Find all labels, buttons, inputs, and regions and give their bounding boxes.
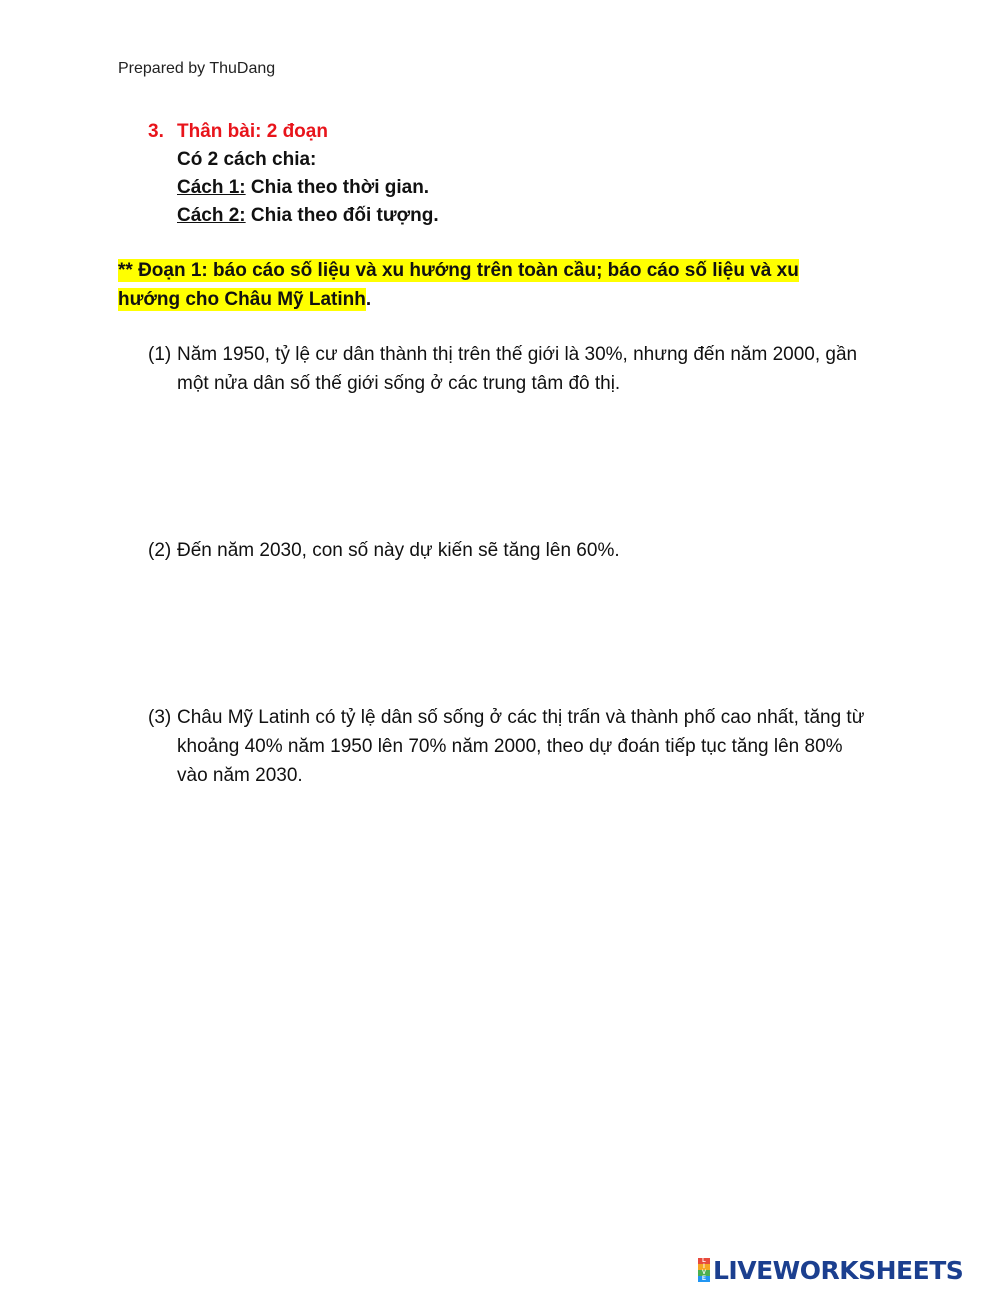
- logo-letter: L: [698, 1258, 710, 1264]
- list-item: [148, 536, 868, 565]
- section-number: 3.: [148, 121, 164, 142]
- item-text: Năm 1950, tỷ lệ cư dân thành thị trên thế giới là 30%, nhưng đến năm 2000, gần một nửa dân số thế giới sống ở các trung tâm đô thị.: [177, 344, 858, 394]
- logo-text: LIVEWORKSHEETS: [713, 1255, 964, 1285]
- method-2: [148, 202, 439, 230]
- section-heading: [148, 118, 439, 146]
- logo-letter: E: [698, 1276, 710, 1282]
- paragraph-1-heading: [118, 256, 858, 314]
- section-intro: Có 2 cách chia:: [177, 149, 317, 170]
- item-index: (1): [148, 344, 172, 365]
- method-2-text: Chia theo đối tượng.: [245, 205, 439, 226]
- item-index: (3): [148, 707, 172, 728]
- method-1: [148, 174, 439, 202]
- list-item: [148, 340, 868, 398]
- logo-letter: I: [698, 1264, 710, 1270]
- heading-period: .: [365, 289, 372, 310]
- method-1-label: Cách 1:: [177, 177, 246, 198]
- liveworksheets-logo[interactable]: [698, 1256, 963, 1284]
- logo-mark-icon: [698, 1258, 710, 1282]
- highlighted-heading: ** Đoạn 1: báo cáo số liệu và xu hướng trên toàn cầu; báo cáo số liệu và xu hướng cho Châu Mỹ Latinh: [118, 260, 799, 310]
- item-index: (2): [148, 540, 172, 561]
- item-text: Châu Mỹ Latinh có tỷ lệ dân số sống ở các thị trấn và thành phố cao nhất, tăng từ khoảng 40% năm 1950 lên 70% năm 2000, theo dự đoán tiếp tục tăng lên 80% vào năm 2030.: [177, 707, 865, 786]
- logo-letter: V: [698, 1270, 710, 1276]
- section-title: Thân bài: 2 đoạn: [177, 121, 328, 142]
- body-section: [148, 118, 439, 230]
- author-credit: Prepared by ThuDang: [118, 60, 276, 77]
- item-text: Đến năm 2030, con số này dự kiến sẽ tăng lên 60%.: [177, 540, 620, 561]
- method-1-text: Chia theo thời gian.: [245, 177, 430, 198]
- method-2-label: Cách 2:: [177, 205, 246, 226]
- list-item: [148, 703, 868, 790]
